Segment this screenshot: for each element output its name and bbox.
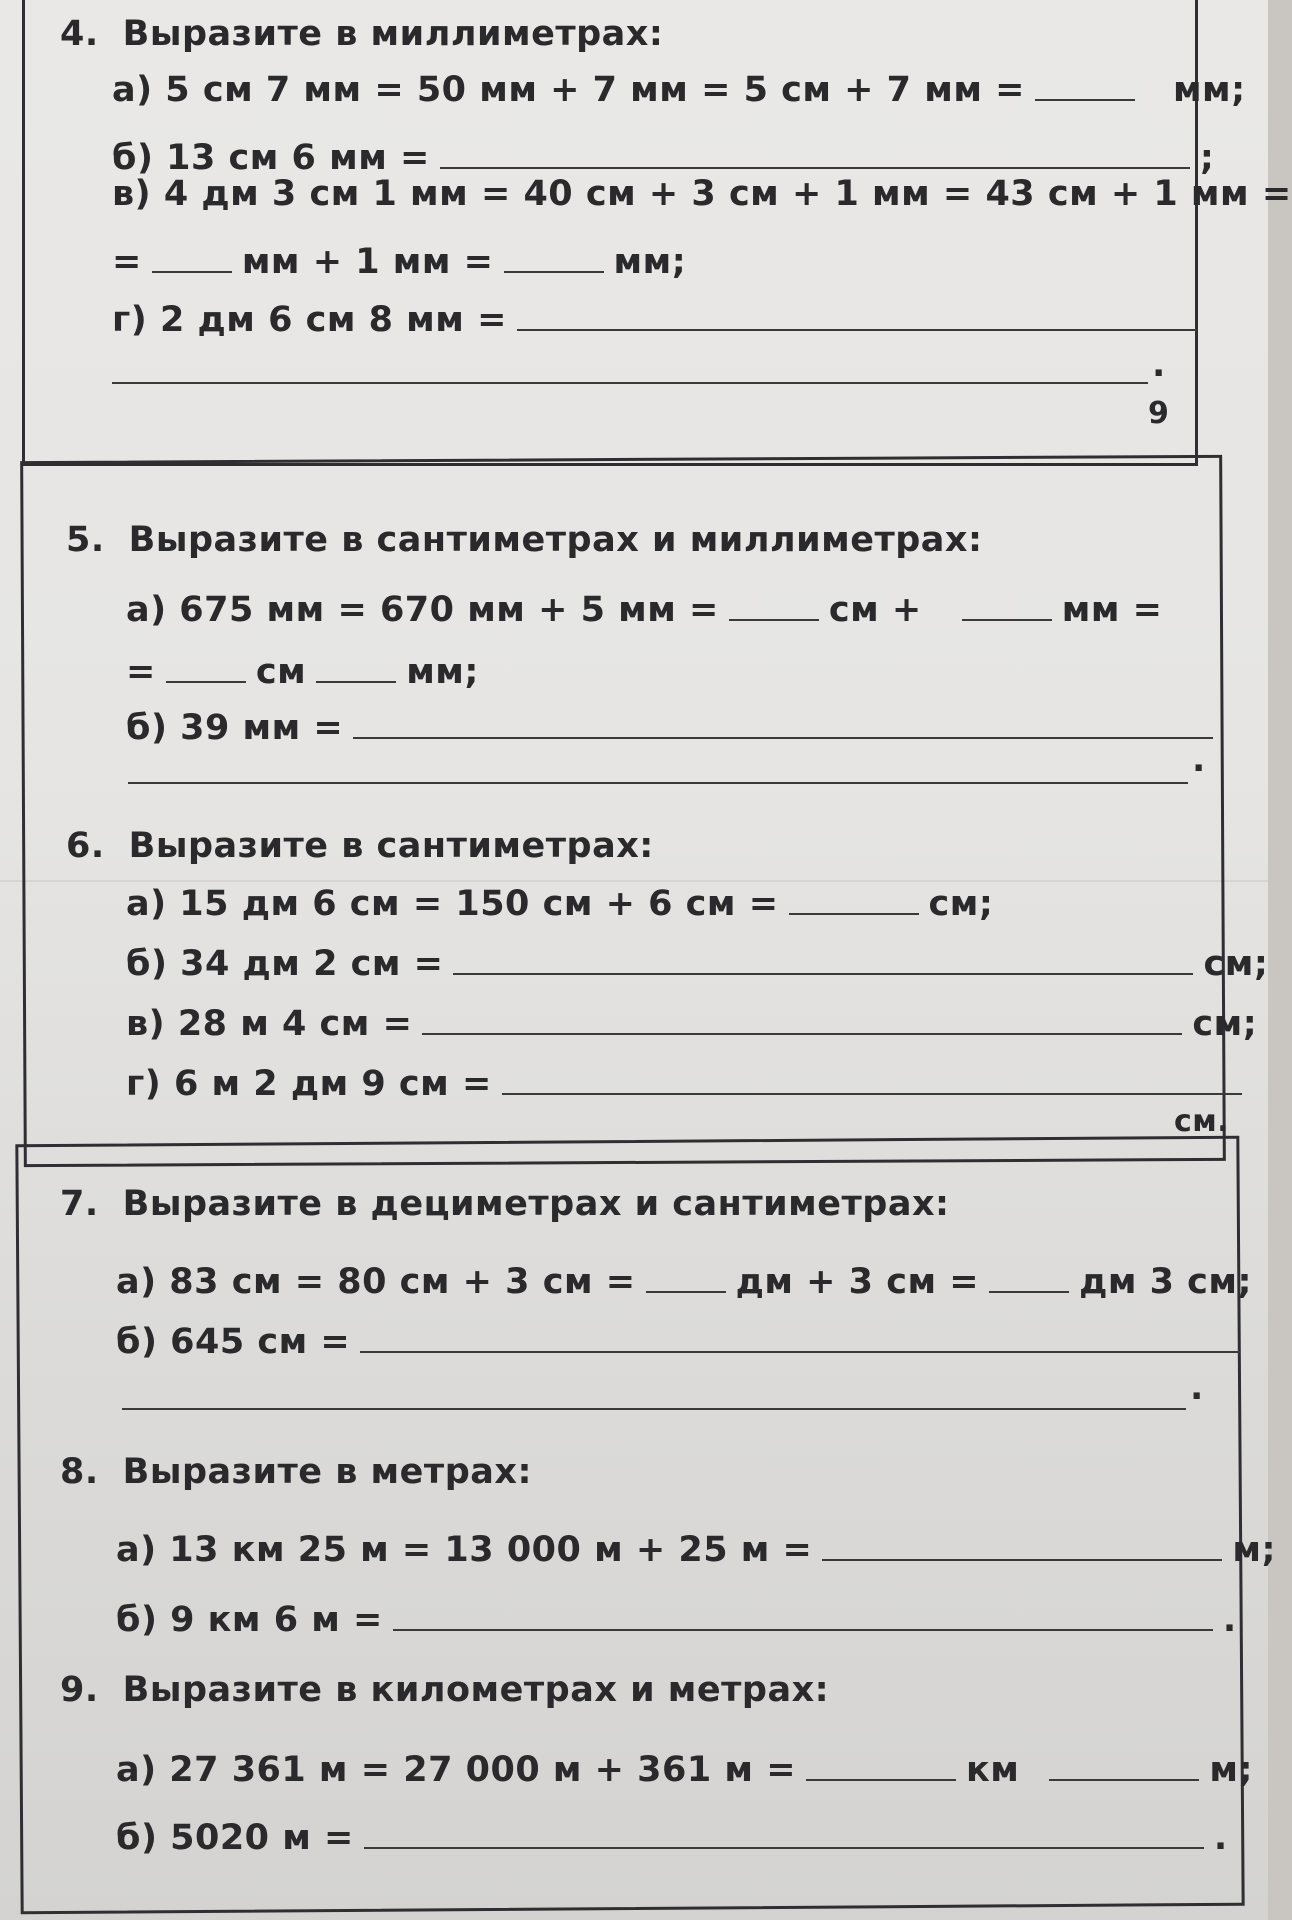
answer-blank[interactable] (806, 1778, 956, 1781)
task9-item-a: а) 27 361 м = 27 000 м + 361 м = км м; (116, 1750, 1254, 1790)
answer-blank[interactable] (989, 1290, 1069, 1293)
task4-item-v-cont: = мм + 1 мм = мм; (112, 242, 687, 282)
answer-blank[interactable] (1035, 98, 1135, 101)
answer-line[interactable] (122, 1408, 1186, 1410)
task8-item-a: а) 13 км 25 м = 13 000 м + 25 м = м; (116, 1530, 1276, 1570)
task8-item-b: б) 9 км 6 м = . (116, 1600, 1237, 1640)
answer-blank[interactable] (646, 1290, 726, 1293)
answer-blank[interactable] (517, 328, 1197, 331)
task4-item-g: г) 2 дм 6 см 8 мм = (112, 300, 1207, 340)
answer-line[interactable] (128, 782, 1188, 784)
task6-item-v: в) 28 м 4 см = см; (126, 1004, 1258, 1044)
task5-item-a-cont: = см мм; (126, 652, 479, 692)
task6-item-a: а) 15 дм 6 см = 150 см + 6 см = см; (126, 884, 994, 924)
task9-heading: 9. Выразите в километрах и метрах: (60, 1670, 830, 1710)
task9-item-b: б) 5020 м = . (116, 1818, 1228, 1858)
task-number: 4. (60, 14, 99, 54)
answer-blank[interactable] (962, 618, 1052, 621)
answer-blank[interactable] (152, 270, 232, 273)
period: . (1190, 1368, 1204, 1408)
answer-blank[interactable] (1049, 1778, 1199, 1781)
task-box-7-9 (15, 1136, 1244, 1915)
answer-blank[interactable] (502, 1092, 1242, 1095)
task7-item-a: а) 83 см = 80 см + 3 см = дм + 3 см = дм 3 см; (116, 1262, 1253, 1302)
answer-blank[interactable] (353, 736, 1213, 739)
answer-blank[interactable] (393, 1628, 1213, 1631)
task7-heading: 7. Выразите в дециметрах и сантиметрах: (60, 1184, 950, 1224)
task6-item-b: б) 34 дм 2 см = см; (126, 944, 1269, 984)
task5-heading: 5. Выразите в сантиметрах и миллиметрах: (66, 520, 983, 560)
task4-item-v: в) 4 дм 3 см 1 мм = 40 см + 3 см + 1 мм = 43 см + 1 мм = (112, 174, 1292, 214)
answer-blank[interactable] (360, 1350, 1240, 1353)
task4-item-a: а) 5 см 7 мм = 50 мм + 7 мм = 5 см + 7 мм = мм; (112, 70, 1246, 110)
task7-item-b: б) 645 см = (116, 1322, 1250, 1362)
period: . (1152, 345, 1166, 385)
answer-blank[interactable] (422, 1032, 1182, 1035)
unit-label: см. (1174, 1104, 1230, 1139)
page-number: 9 (1148, 396, 1169, 431)
answer-line[interactable] (112, 382, 1148, 384)
task6-heading: 6. Выразите в сантиметрах: (66, 826, 654, 866)
task-title: Выразите в миллиметрах: (122, 14, 664, 54)
answer-blank[interactable] (729, 618, 819, 621)
task4-item-b: б) 13 см 6 мм = ; (112, 138, 1215, 178)
task8-heading: 8. Выразите в метрах: (60, 1452, 532, 1492)
period: . (1192, 740, 1206, 780)
answer-blank[interactable] (453, 972, 1193, 975)
answer-blank[interactable] (364, 1846, 1204, 1849)
answer-blank[interactable] (316, 680, 396, 683)
task5-item-b: б) 39 мм = (126, 708, 1223, 748)
task6-item-g: г) 6 м 2 дм 9 см = (126, 1064, 1252, 1104)
task5-item-a: а) 675 мм = 670 мм + 5 мм = см + мм = (126, 590, 1163, 630)
task4-heading (60, 14, 663, 54)
task-box-5-6 (20, 455, 1226, 1167)
answer-blank[interactable] (166, 680, 246, 683)
answer-blank[interactable] (789, 912, 919, 915)
answer-blank[interactable] (822, 1558, 1222, 1561)
answer-blank[interactable] (440, 166, 1190, 169)
answer-blank[interactable] (504, 270, 604, 273)
